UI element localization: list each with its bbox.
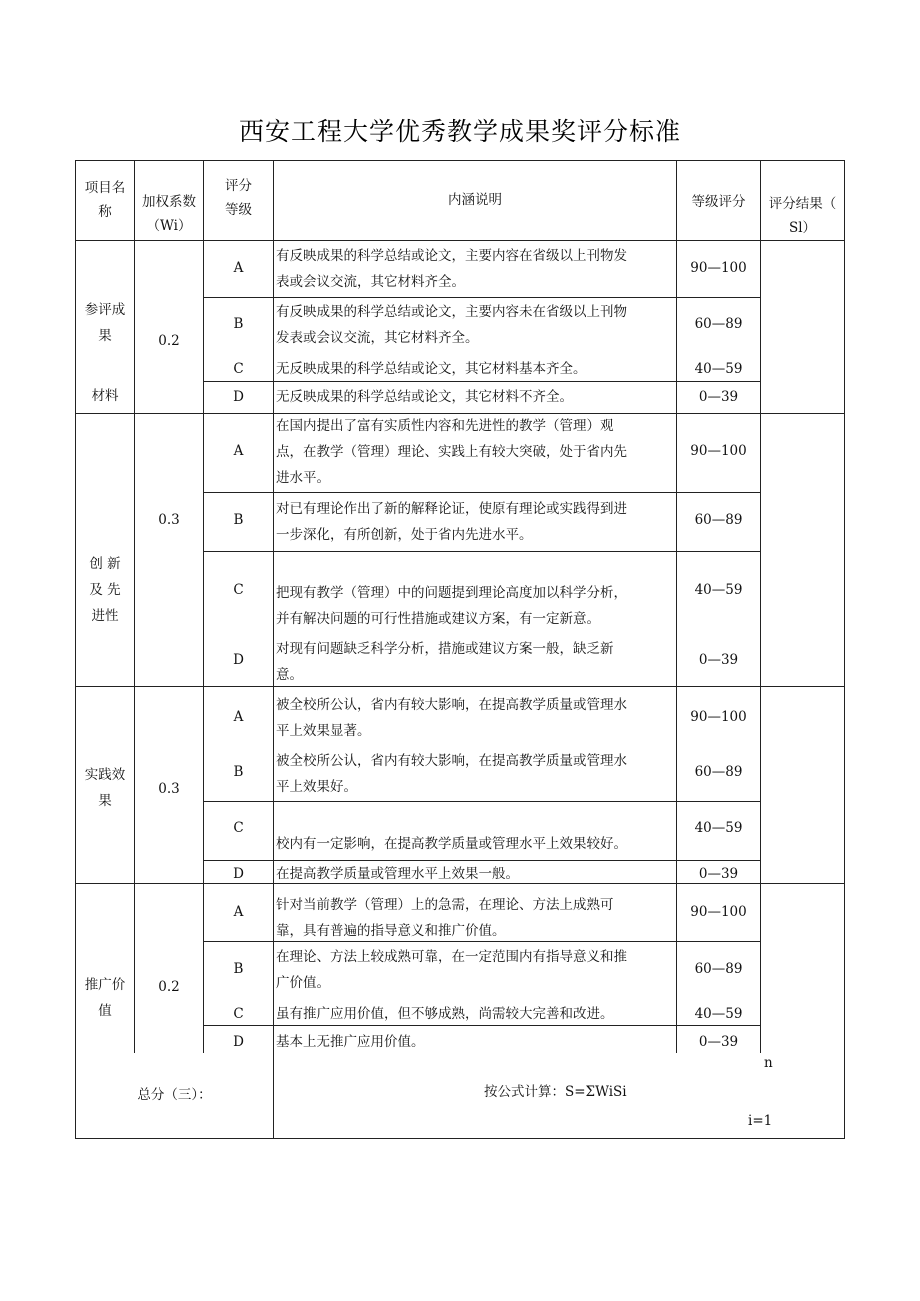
section-weight: 0.2 bbox=[158, 979, 180, 995]
grade-c: C bbox=[233, 582, 244, 598]
page-title: 西安工程大学优秀教学成果奖评分标准 bbox=[238, 117, 681, 146]
score-range: 40—59 bbox=[694, 820, 743, 836]
desc-text: 有反映成果的科学总结或论文，主要内容未在省级以上刊物 发表或会议交流，其它材料齐全。 bbox=[276, 304, 627, 346]
grade-d: D bbox=[233, 866, 244, 882]
desc-text: 被全校所公认，省内有较大影响，在提高教学质量或管理水 平上效果好。 bbox=[276, 753, 627, 795]
desc-text: 无反映成果的科学总结或论文，其它材料基本齐全。 bbox=[276, 361, 587, 377]
header-item-name: 项目名 称 bbox=[84, 180, 126, 220]
header-score-range: 等级评分 bbox=[691, 194, 746, 210]
sum-lower-index: i=1 bbox=[748, 1113, 773, 1129]
score-range: 90—100 bbox=[690, 260, 747, 276]
score-range: 0—39 bbox=[698, 652, 739, 668]
desc-text: 对现有问题缺乏科学分析，措施或建议方案一般，缺乏新 意。 bbox=[276, 641, 614, 683]
score-range: 0—39 bbox=[698, 1034, 739, 1050]
section-name: 实践效 果 bbox=[84, 767, 126, 809]
score-range: 0—39 bbox=[698, 389, 739, 405]
grade-a: A bbox=[233, 260, 244, 276]
grade-d: D bbox=[233, 1034, 244, 1050]
table-border-top bbox=[75, 160, 845, 161]
grade-b: B bbox=[233, 316, 244, 332]
col-divider bbox=[273, 160, 274, 1139]
desc-text: 被全校所公认，省内有较大影响，在提高教学质量或管理水 平上效果显著。 bbox=[276, 697, 627, 739]
score-range: 60—89 bbox=[694, 316, 743, 332]
desc-text: 对已有理论作出了新的解释论证，使原有理论或实践得到进 一步深化，有所创新，处于省内先进水平。 bbox=[276, 501, 627, 543]
grade-a: A bbox=[233, 443, 244, 459]
table-border-right bbox=[844, 160, 845, 1139]
score-range: 90—100 bbox=[690, 904, 747, 920]
section-name-tail: 材料 bbox=[91, 388, 119, 404]
grade-c: C bbox=[233, 1006, 244, 1022]
desc-text: 校内有一定影响，在提高教学质量或管理水平上效果较好。 bbox=[276, 836, 627, 852]
grade-a: A bbox=[233, 904, 244, 920]
section-weight: 0.3 bbox=[158, 512, 180, 528]
score-range: 0—39 bbox=[698, 866, 739, 882]
grade-b: B bbox=[233, 961, 244, 977]
sum-upper-index: n bbox=[764, 1055, 773, 1071]
grade-b: B bbox=[233, 512, 244, 528]
desc-text: 把现有教学（管理）中的问题提到理论高度加以科学分析， 并有解决问题的可行性措施或建议方案，有一定新意。 bbox=[276, 585, 627, 627]
header-description: 内涵说明 bbox=[448, 192, 502, 208]
col-divider bbox=[760, 160, 761, 1053]
score-range: 60—89 bbox=[694, 764, 743, 780]
header-result: 评分结果（ Sl） bbox=[768, 196, 837, 236]
grade-c: C bbox=[233, 820, 244, 836]
score-range: 40—59 bbox=[694, 361, 743, 377]
section-name: 创 新 及 先 进性 bbox=[89, 556, 121, 624]
desc-text: 在提高教学质量或管理水平上效果一般。 bbox=[276, 866, 519, 882]
header-weight: 加权系数 （Wi） bbox=[142, 194, 196, 234]
section-name: 参评成 果 bbox=[84, 302, 126, 344]
score-range: 40—59 bbox=[694, 582, 743, 598]
grade-d: D bbox=[233, 389, 244, 405]
desc-text: 无反映成果的科学总结或论文，其它材料不齐全。 bbox=[276, 389, 573, 405]
desc-text: 在理论、方法上较成熟可靠，在一定范围内有指导意义和推 广价值。 bbox=[276, 949, 627, 991]
table-border-bottom bbox=[75, 1138, 845, 1139]
section-name: 推广价 值 bbox=[84, 977, 126, 1019]
header-grade: 评分 等级 bbox=[225, 178, 252, 218]
score-range: 90—100 bbox=[690, 709, 747, 725]
desc-text: 针对当前教学（管理）上的急需，在理论、方法上成熟可 靠，具有普遍的指导意义和推广价值。 bbox=[276, 897, 614, 939]
grade-c: C bbox=[233, 361, 244, 377]
section-weight: 0.3 bbox=[158, 781, 180, 797]
header-divider bbox=[75, 240, 845, 241]
desc-text: 在国内提出了富有实质性内容和先进性的教学（管理）观 点，在教学（管理）理论、实践上有较大突破，处于省内先 进水平。 bbox=[276, 418, 627, 486]
grade-b: B bbox=[233, 764, 244, 780]
score-range: 60—89 bbox=[694, 512, 743, 528]
total-formula: 按公式计算：S=ΣWiSi bbox=[484, 1084, 627, 1100]
desc-text: 虽有推广应用价值，但不够成熟，尚需较大完善和改进。 bbox=[276, 1006, 614, 1022]
col-divider bbox=[134, 160, 135, 1053]
score-range: 60—89 bbox=[694, 961, 743, 977]
score-range: 90—100 bbox=[690, 443, 747, 459]
grade-d: D bbox=[233, 652, 244, 668]
desc-text: 有反映成果的科学总结或论文，主要内容在省级以上刊物发 表或会议交流，其它材料齐全。 bbox=[276, 248, 627, 290]
grade-a: A bbox=[233, 709, 244, 725]
score-range: 40—59 bbox=[694, 1006, 743, 1022]
section-weight: 0.2 bbox=[158, 333, 180, 349]
total-label: 总分（三）： bbox=[137, 1087, 212, 1103]
desc-text: 基本上无推广应用价值。 bbox=[276, 1034, 425, 1050]
